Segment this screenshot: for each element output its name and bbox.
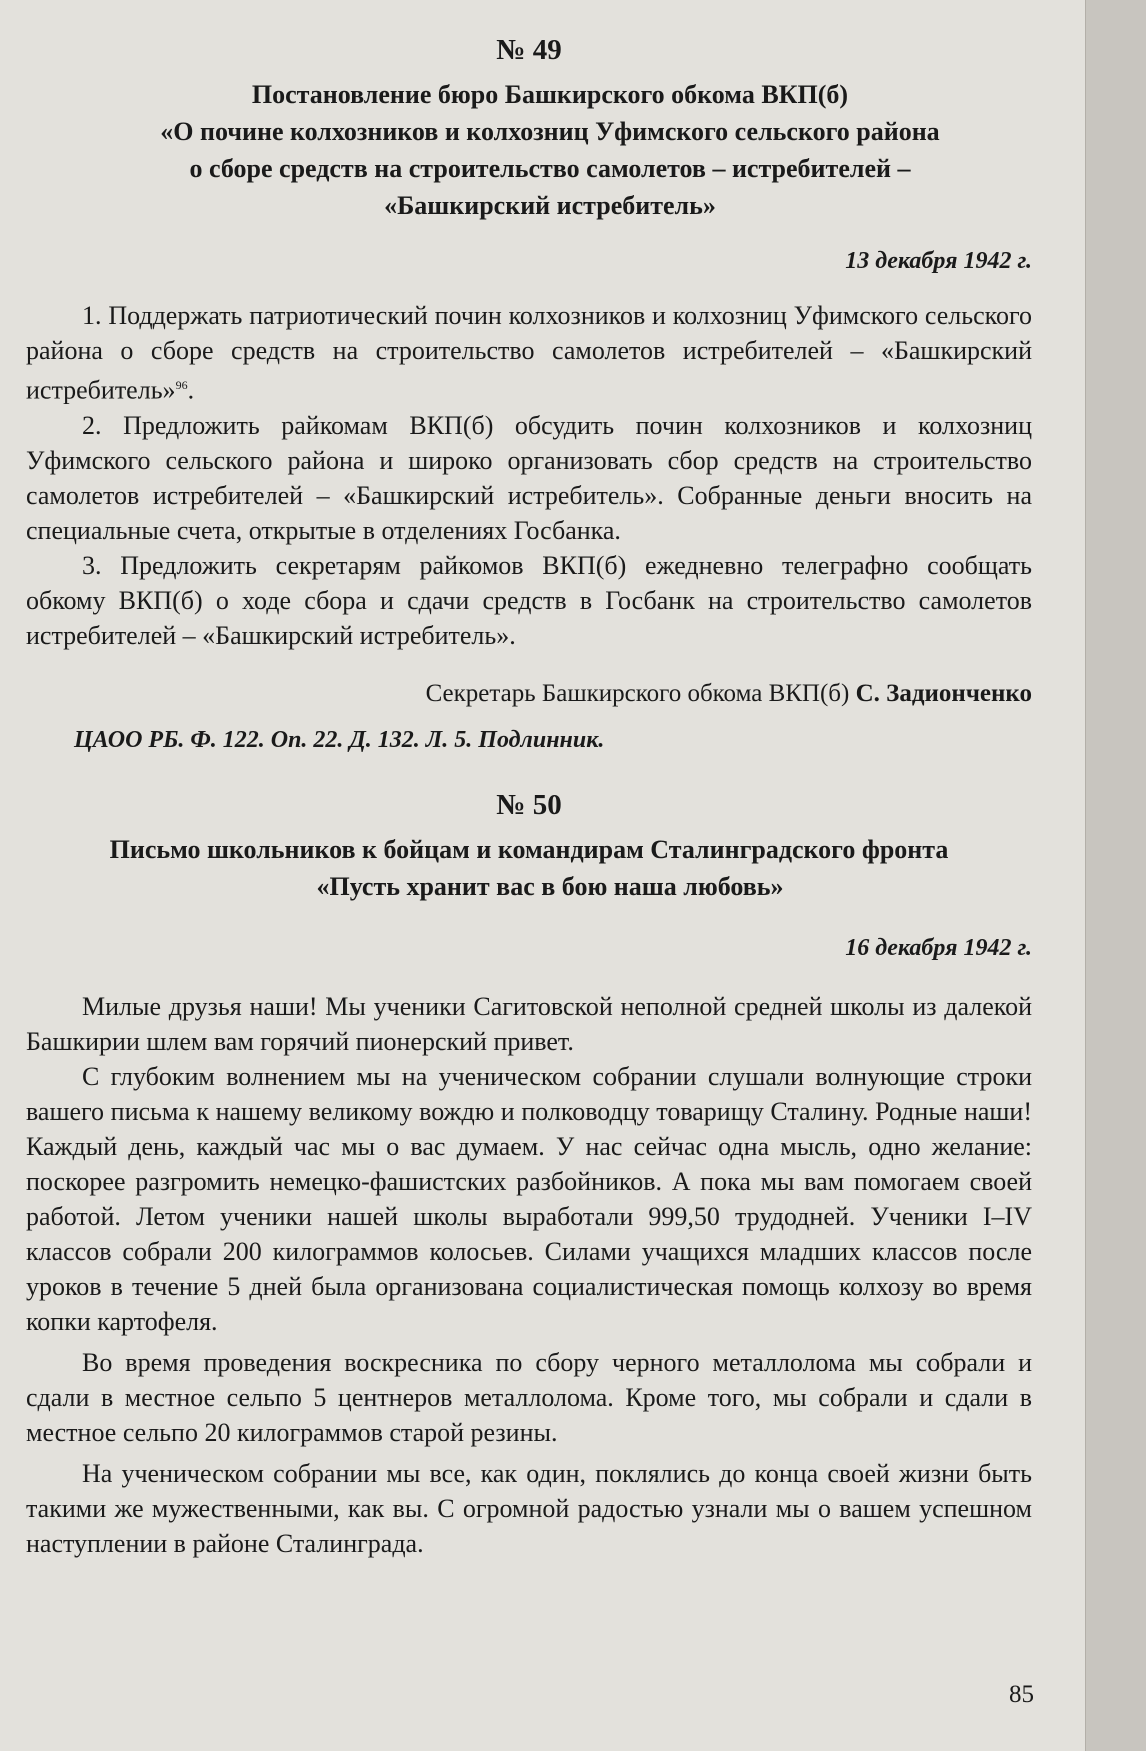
doc49-p1-text: 1. Поддержать патриотический почин колхозников и колхозниц Уфимского сельского района о сборе средств на строительство самолетов истребителей – «Башкирский истребитель» [26, 301, 1032, 405]
doc49-signature [26, 677, 1032, 711]
doc49-paragraph-2: 2. Предложить райкомам ВКП(б) обсудить почин колхозников и колхозниц Уфимского сельского района и широко организовать сбор средств на строительство самолетов истребителей – «Башкирский истребитель». Собранные деньги вносить на специальные счета, открытые в отделениях Госбанка. [26, 410, 1032, 545]
doc49-title-line-3: о сборе средств на строительство самолетов – истребителей – [189, 154, 911, 183]
doc50-date: 16 декабря 1942 г. [845, 934, 1032, 961]
doc49-date: 13 декабря 1942 г. [845, 248, 1032, 274]
footnote-ref-96: 96 [175, 378, 188, 392]
doc49-title-line-1: Постановление бюро Башкирского обкома ВКП(б) [251, 80, 849, 109]
doc49-paragraph-1 [26, 298, 1032, 408]
doc49-archive-reference: ЦАОО РБ. Ф. 122. Оп. 22. Д. 132. Л. 5. Подлинник. [74, 726, 605, 753]
page-number: 85 [1009, 1681, 1034, 1708]
doc50-title-line-2: «Пусть хранит вас в бою наша любовь» [316, 871, 784, 901]
doc49-title-line-4: «Башкирский истребитель» [384, 191, 716, 220]
doc49-p1-end: . [187, 375, 195, 405]
doc50-paragraph-4: На ученическом собрании мы все, как один, поклялись до конца своей жизни быть такими же мужественными, как вы. С огромной радостью узнали мы о вашем успешном наступлении в районе Сталинграда. [26, 1458, 1032, 1558]
page-edge [1086, 0, 1146, 1751]
doc50-paragraph-3: Во время проведения воскресника по сбору черного металлолома мы собрали и сдали в местное сельпо 5 центнеров металлолома. Кроме того, мы собрали и сдали в местное сельпо 20 килограммов старой резины. [26, 1347, 1032, 1447]
page-edge-line [1085, 0, 1086, 1751]
doc50-paragraph-1: Милые друзья наши! Мы ученики Сагитовской неполной средней школы из далекой Башкирии шлем вам горячий пионерский привет. [26, 991, 1032, 1056]
signature-name: С. Задионченко [855, 679, 1032, 707]
doc50-number: № 50 [496, 788, 562, 821]
doc49-paragraph-3: 3. Предложить секретарям райкомов ВКП(б) ежедневно телеграфно сообщать обкому ВКП(б) о ходе сбора и сдачи средств в Госбанк на строительство самолетов истребителей – «Башкирский истребитель». [26, 550, 1032, 650]
doc49-title-line-2: «О почине колхозников и колхозниц Уфимского сельского района [160, 117, 940, 146]
doc50-paragraph-2: С глубоким волнением мы на ученическом собрании слушали волнующие строки вашего письма к нашему великому вождю и полководцу товарищу Сталину. Родные наши! Каждый день, каждый час мы о вас думаем. У нас сейчас одна мысль, одно желание: поскорее разгромить немецко-фашистских разбойников. А пока мы вам помогаем своей работой. Летом ученики нашей школы выработали 999,50 трудодней. Ученики I–IV классов собрали 200 килограммов колосьев. Силами учащихся младших классов после уроков в течение 5 дней была организована социалистическая помощь колхозу во время копки картофеля. [26, 1061, 1032, 1336]
text-column [26, 32, 1032, 1561]
doc49-number: № 49 [496, 34, 562, 66]
doc50-title-line-1: Письмо школьников к бойцам и командирам Сталинградского фронта [109, 834, 949, 864]
signature-role: Секретарь Башкирского обкома ВКП(б) [425, 679, 856, 707]
